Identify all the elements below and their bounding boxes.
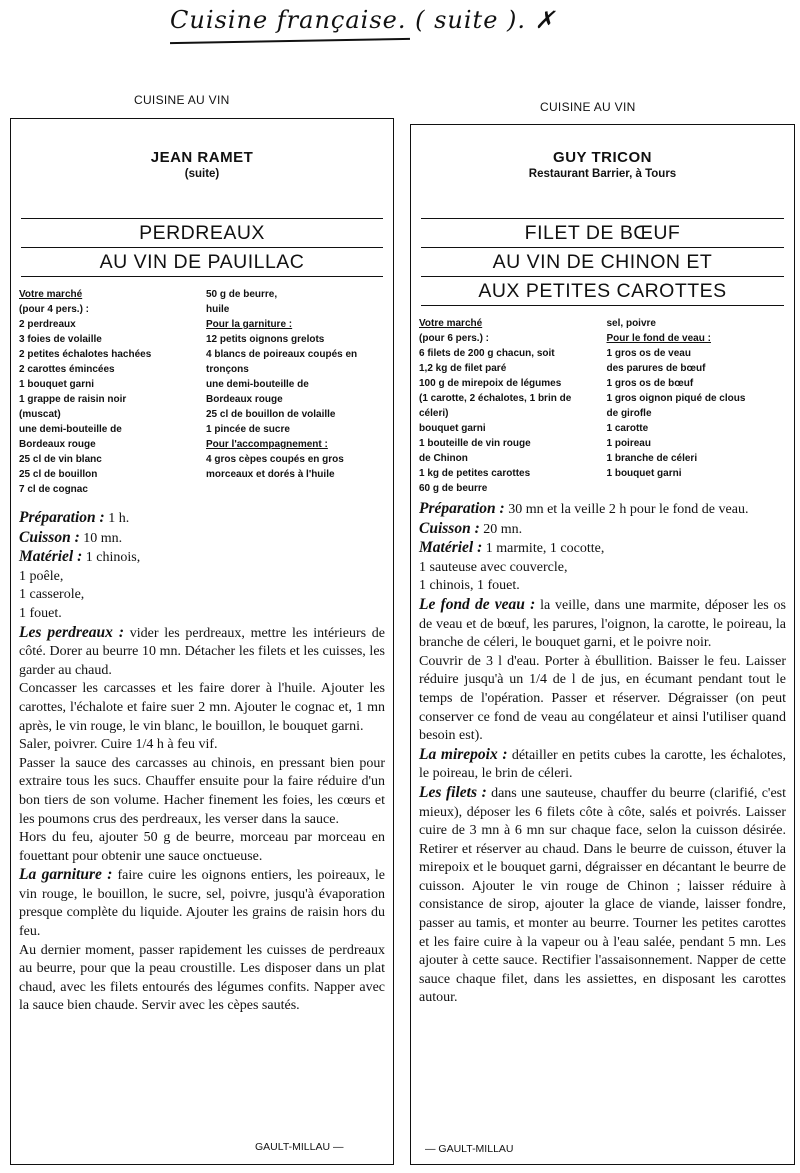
ingredient-item: 1 bouquet garni xyxy=(606,468,682,479)
step-text: 1 chinois, xyxy=(82,550,141,566)
step-text: Saler, poivrer. Cuire 1/4 h à feu vif. xyxy=(19,737,218,753)
step-text: 1 fouet. xyxy=(19,605,62,621)
recipe-card-filet-de-boeuf xyxy=(410,124,795,1165)
step-label: Préparation : xyxy=(419,500,505,517)
ingredient-list xyxy=(19,287,385,497)
ingredient-item: 2 perdreaux xyxy=(19,319,76,330)
instruction-paragraph xyxy=(419,559,786,578)
recipe-instructions xyxy=(19,509,385,1016)
step-text: dans une sauteuse, chauffer du beurre (clarifié, c'est mieux), déposer les 6 filets côte à côte, salés et poivrés. Laisser cuire de 3 mn à 6 mn sur chaque face, selon la cuisson désirée. Retirer et réserver au chaud. Dans le beurre de cuisson, étuver la mirepoix et le bouquet garni, dégraisser en décantant le beurre de cuisson. Ajouter le vin rouge de Chinon ; laisser réduire à consistance de sirop, ajouter la glace de viande, laisser fondre, passer au tamis, et monter au beurre. Tourner les petites carottes et les faire cuire à la vapeur ou à l'eau salée, pendant 5 mn. Les ajouter à cette sauce. Rectifier l'assaisonnement. Napper de cette sauce chaque filet, dans les assiettes, en disposant les carottes autour. xyxy=(419,785,786,1006)
step-label: La mirepoix : xyxy=(419,745,508,763)
section-heading-left: CUISINE AU VIN xyxy=(134,93,230,107)
ingredient-item: (1 carotte, 2 échalotes, 1 brin de xyxy=(419,393,572,404)
step-text: Au dernier moment, passer rapidement les cuisses de perdreaux au beurre, pour que la peau croustille. Les disposer dans un plat chaud, avec les filets entourés des légumes confits. Napper avec la sauce bien chaude. Servir avec les cèpes sautés. xyxy=(19,942,385,1014)
instruction-paragraph xyxy=(419,653,786,746)
ingredient-item: 12 petits oignons grelots xyxy=(206,334,325,345)
step-text: 30 mn et la veille 2 h pour le fond de veau. xyxy=(504,502,749,517)
handwritten-note: Cuisine française. ( suite ). ✗ xyxy=(170,6,556,34)
ingredient-item: 1 gros os de veau xyxy=(606,348,691,359)
step-text: 1 poêle, xyxy=(19,568,64,584)
step-label: Matériel : xyxy=(19,548,83,566)
step-label: La garniture : xyxy=(19,866,113,884)
ingredient-item: Votre marché xyxy=(419,318,483,329)
instruction-paragraph xyxy=(19,736,385,755)
ingredient-column xyxy=(19,287,198,497)
ingredient-item: une demi-bouteille de xyxy=(206,379,309,390)
instruction-paragraph xyxy=(19,586,385,605)
recipe-card-perdreaux xyxy=(10,118,394,1165)
chef-subtitle: Restaurant Barrier, à Tours xyxy=(528,168,677,180)
recipe-title-line: FILET DE BŒUF xyxy=(421,219,784,248)
ingredient-item: (pour 6 pers.) : xyxy=(419,333,490,344)
instruction-paragraph xyxy=(19,942,385,1016)
ingredient-item: Pour la garniture : xyxy=(206,319,293,330)
instruction-paragraph xyxy=(419,596,786,653)
recipe-title-line: AU VIN DE CHINON ET xyxy=(421,248,784,277)
recipe-title-line: PERDREAUX xyxy=(21,219,383,248)
step-text: faire cuire les oignons entiers, les poireaux, le vin rouge, le bouillon, le sucre, sel, poivre, jusqu'à évaporation presque complète du liquide. Ajouter les grains de raisin hors du feu. xyxy=(19,868,385,940)
ingredient-item: 1 grappe de raisin noir xyxy=(19,394,127,405)
ingredient-item: 1 pincée de sucre xyxy=(206,424,290,435)
step-label: Matériel : xyxy=(419,539,483,557)
step-text: Concasser les carcasses et les faire dorer à l'huile. Ajouter les carottes, l'échalote et faire suer 2 mn. Ajouter le cognac et, 1 mn après, le vin rouge, le vin blanc, le bouillon, le bouquet garni. xyxy=(19,681,385,734)
chef-block xyxy=(411,149,794,180)
instruction-paragraph xyxy=(19,755,385,829)
step-text: vider les perdreaux, mettre les intérieurs de côté. Dorer au beurre 10 mn. Détacher les filets et les cuisses, les garder au chaud. xyxy=(19,625,385,678)
ingredient-item: de Chinon xyxy=(419,453,468,464)
step-text: 1 chinois, 1 fouet. xyxy=(419,578,520,594)
ingredient-item: 7 cl de cognac xyxy=(19,484,88,495)
step-text: la veille, dans une marmite, déposer les os de veau et de bœuf, les parures, l'oignon, la carotte, le poireau, la branche de céleri, le bouquet garni, et le poivre noir. xyxy=(419,597,786,651)
step-text: 1 marmite, 1 cocotte, xyxy=(482,541,605,557)
chef-name: JEAN RAMET xyxy=(150,149,254,166)
ingredient-item: Pour l'accompagnement : xyxy=(206,439,328,450)
ingredient-item: 3 foies de volaille xyxy=(19,334,102,345)
ingredient-item: 1,2 kg de filet paré xyxy=(419,363,507,374)
ingredient-item: 1 bouquet garni xyxy=(19,379,94,390)
ingredient-item: 4 blancs de poireaux coupés en xyxy=(206,349,358,360)
ingredient-item: 1 carotte xyxy=(606,423,649,434)
footer-credit-left: GAULT-MILLAU — xyxy=(255,1141,344,1153)
step-text: Passer la sauce des carcasses au chinois, en pressant bien pour extraire tous les sucs. Chauffer ensuite pour la faire réduire d'un bon tiers de son volume. Hacher finement les foies, les cœurs et les poumons crus des perdreaux, les verser dans la sauce. xyxy=(19,755,385,827)
instruction-paragraph xyxy=(419,539,786,559)
ingredient-item: 2 petites échalotes hachées xyxy=(19,349,152,360)
step-text: 1 h. xyxy=(104,511,130,526)
step-text: détailler en petits cubes la carotte, les échalotes, le poireau, le brin de céleri. xyxy=(419,747,786,782)
chef-name: GUY TRICON xyxy=(553,149,652,166)
ingredient-item: 4 gros cèpes coupés en gros xyxy=(206,454,344,465)
recipe-title-line: AU VIN DE PAUILLAC xyxy=(21,248,383,277)
ingredient-item: Bordeaux rouge xyxy=(206,394,283,405)
instruction-paragraph xyxy=(19,509,385,529)
ingredient-column xyxy=(607,316,787,496)
instruction-paragraph xyxy=(419,577,786,596)
recipe-title xyxy=(21,218,383,277)
step-text: 20 mn. xyxy=(479,521,523,537)
instruction-paragraph xyxy=(19,529,385,549)
step-text: Hors du feu, ajouter 50 g de beurre, morceau par morceau en fouettant pour obtenir une sauce onctueuse. xyxy=(19,830,385,864)
ingredient-item: morceaux et dorés à l'huile xyxy=(206,469,335,480)
ingredient-item: huile xyxy=(206,304,230,315)
ingredient-item: 25 cl de bouillon de volaille xyxy=(206,409,336,420)
instruction-paragraph xyxy=(19,680,385,736)
ingredient-item: 1 branche de céleri xyxy=(606,453,698,464)
chef-block xyxy=(11,149,393,180)
instruction-paragraph xyxy=(19,829,385,866)
ingredient-item: des parures de bœuf xyxy=(606,363,706,374)
ingredient-item: 1 gros os de bœuf xyxy=(606,378,694,389)
instruction-paragraph xyxy=(419,784,786,1008)
ingredient-item: Votre marché xyxy=(19,289,83,300)
instruction-paragraph xyxy=(19,548,385,568)
ingredient-item: 60 g de beurre xyxy=(419,483,488,494)
instruction-paragraph xyxy=(419,500,786,520)
ingredient-item: (pour 4 pers.) : xyxy=(19,304,90,315)
step-label: Les perdreaux : xyxy=(19,623,125,641)
instruction-paragraph xyxy=(19,624,385,681)
footer-credit-right: — GAULT-MILLAU xyxy=(425,1143,514,1155)
recipe-title-line: AUX PETITES CAROTTES xyxy=(421,277,784,306)
step-label: Le fond de veau : xyxy=(419,595,536,613)
ingredient-item: Pour le fond de veau : xyxy=(606,333,711,344)
ingredient-item: 25 cl de vin blanc xyxy=(19,454,102,465)
step-label: Les filets : xyxy=(419,783,487,801)
step-text: 1 sauteuse avec couvercle, xyxy=(419,559,568,575)
ingredient-item: 50 g de beurre, xyxy=(206,289,278,300)
ingredient-column xyxy=(206,287,385,497)
ingredient-item: tronçons xyxy=(206,364,249,375)
ingredient-column xyxy=(419,316,599,496)
recipe-title xyxy=(421,218,784,306)
ingredient-item: Bordeaux rouge xyxy=(19,439,96,450)
step-text: 1 casserole, xyxy=(19,587,85,603)
instruction-paragraph xyxy=(419,520,786,540)
ingredient-item: 100 g de mirepoix de légumes xyxy=(419,378,562,389)
ingredient-item: (muscat) xyxy=(19,409,61,420)
ingredient-list xyxy=(419,316,786,496)
step-text: 10 mn. xyxy=(79,530,123,546)
step-label: Préparation : xyxy=(19,509,105,526)
ingredient-item: une demi-bouteille de xyxy=(19,424,122,435)
ingredient-item: 2 carottes émincées xyxy=(19,364,115,375)
section-heading-right: CUISINE AU VIN xyxy=(540,100,636,114)
ingredient-item: céleri) xyxy=(419,408,449,419)
ingredient-item: 1 gros oignon piqué de clous xyxy=(606,393,746,404)
step-label: Cuisson : xyxy=(19,528,80,546)
instruction-paragraph xyxy=(419,746,786,784)
pen-underline xyxy=(170,38,410,44)
ingredient-item: 25 cl de bouillon xyxy=(19,469,98,480)
ingredient-item: 1 kg de petites carottes xyxy=(419,468,531,479)
ingredient-item: sel, poivre xyxy=(606,318,656,329)
ingredient-item: bouquet garni xyxy=(419,423,486,434)
recipe-instructions xyxy=(419,500,786,1008)
step-label: Cuisson : xyxy=(419,519,480,537)
step-text: Couvrir de 3 l d'eau. Porter à ébullition. Baisser le feu. Laisser réduire jusqu'à un 1/4 de l de jus, en écumant pendant tout le temps de l'opération. Passer et réserver. Dégraisser (on peut conserver ce fond de veau au congélateur et ainsi l'utiliser quand besoin est). xyxy=(419,653,786,744)
instruction-paragraph xyxy=(19,866,385,941)
instruction-paragraph xyxy=(19,568,385,587)
chef-subtitle: (suite) xyxy=(184,168,220,180)
ingredient-item: 1 poireau xyxy=(606,438,651,449)
ingredient-item: de girofle xyxy=(606,408,652,419)
ingredient-item: 1 bouteille de vin rouge xyxy=(419,438,531,449)
instruction-paragraph xyxy=(19,605,385,624)
ingredient-item: 6 filets de 200 g chacun, soit xyxy=(419,348,555,359)
